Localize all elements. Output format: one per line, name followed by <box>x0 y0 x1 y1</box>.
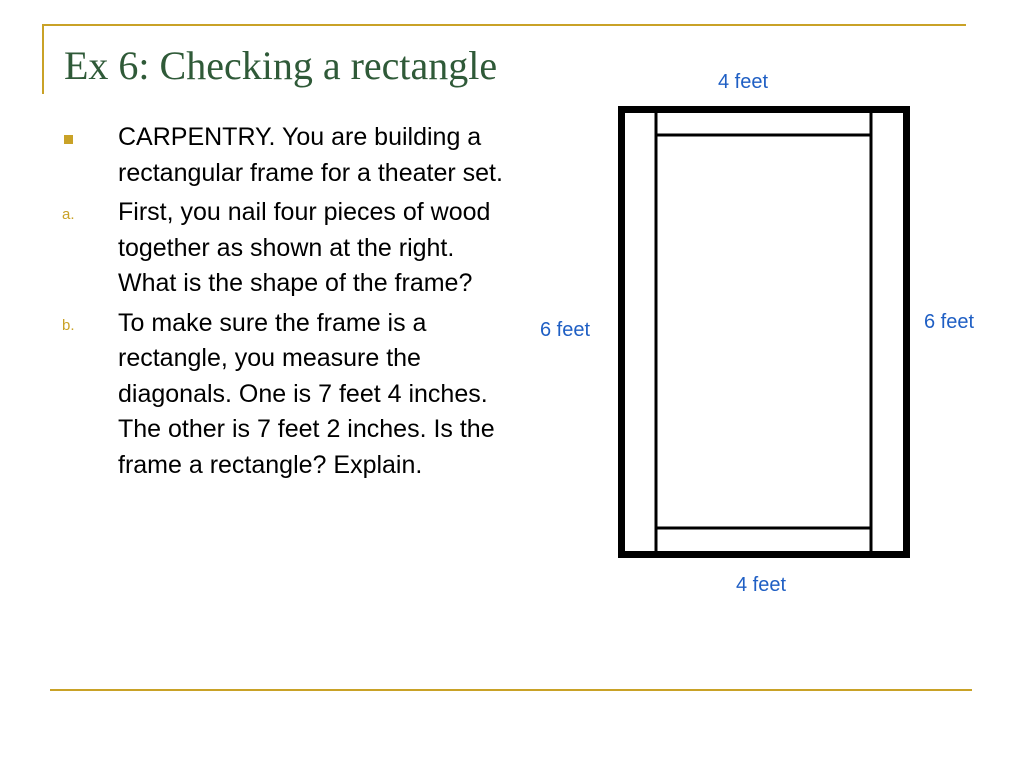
list-item-intro <box>60 120 510 191</box>
bottom-accent-line <box>50 689 972 691</box>
list-item-text: CARPENTRY. You are building a rectangular frame for a theater set. <box>118 123 503 187</box>
list-item-a <box>60 195 510 302</box>
wooden-frame-figure <box>618 106 910 558</box>
top-dimension-label: 4 feet <box>718 71 769 93</box>
list-marker: b. <box>62 316 75 334</box>
body-list <box>60 120 510 487</box>
list-item-text: To make sure the frame is a rectangle, you measure the diagonals. One is 7 feet 4 inches. The other is 7 feet 2 inches. Is the frame a rectangle? Explain. <box>118 308 495 479</box>
square-bullet-icon <box>64 135 73 144</box>
top-accent-line <box>42 24 966 26</box>
list-marker: a. <box>62 206 75 223</box>
list-item-text: First, you nail four pieces of wood together as shown at the right. What is the shape of the frame? <box>118 198 491 297</box>
list-item-b <box>60 306 510 484</box>
slide-title: Ex 6: Checking a rectangle <box>64 43 498 88</box>
frame-outline <box>622 110 907 555</box>
left-dimension-label: 6 feet <box>540 319 591 341</box>
left-accent-line <box>42 24 44 94</box>
right-dimension-label: 6 feet <box>924 311 975 333</box>
bottom-dimension-label: 4 feet <box>736 574 787 596</box>
